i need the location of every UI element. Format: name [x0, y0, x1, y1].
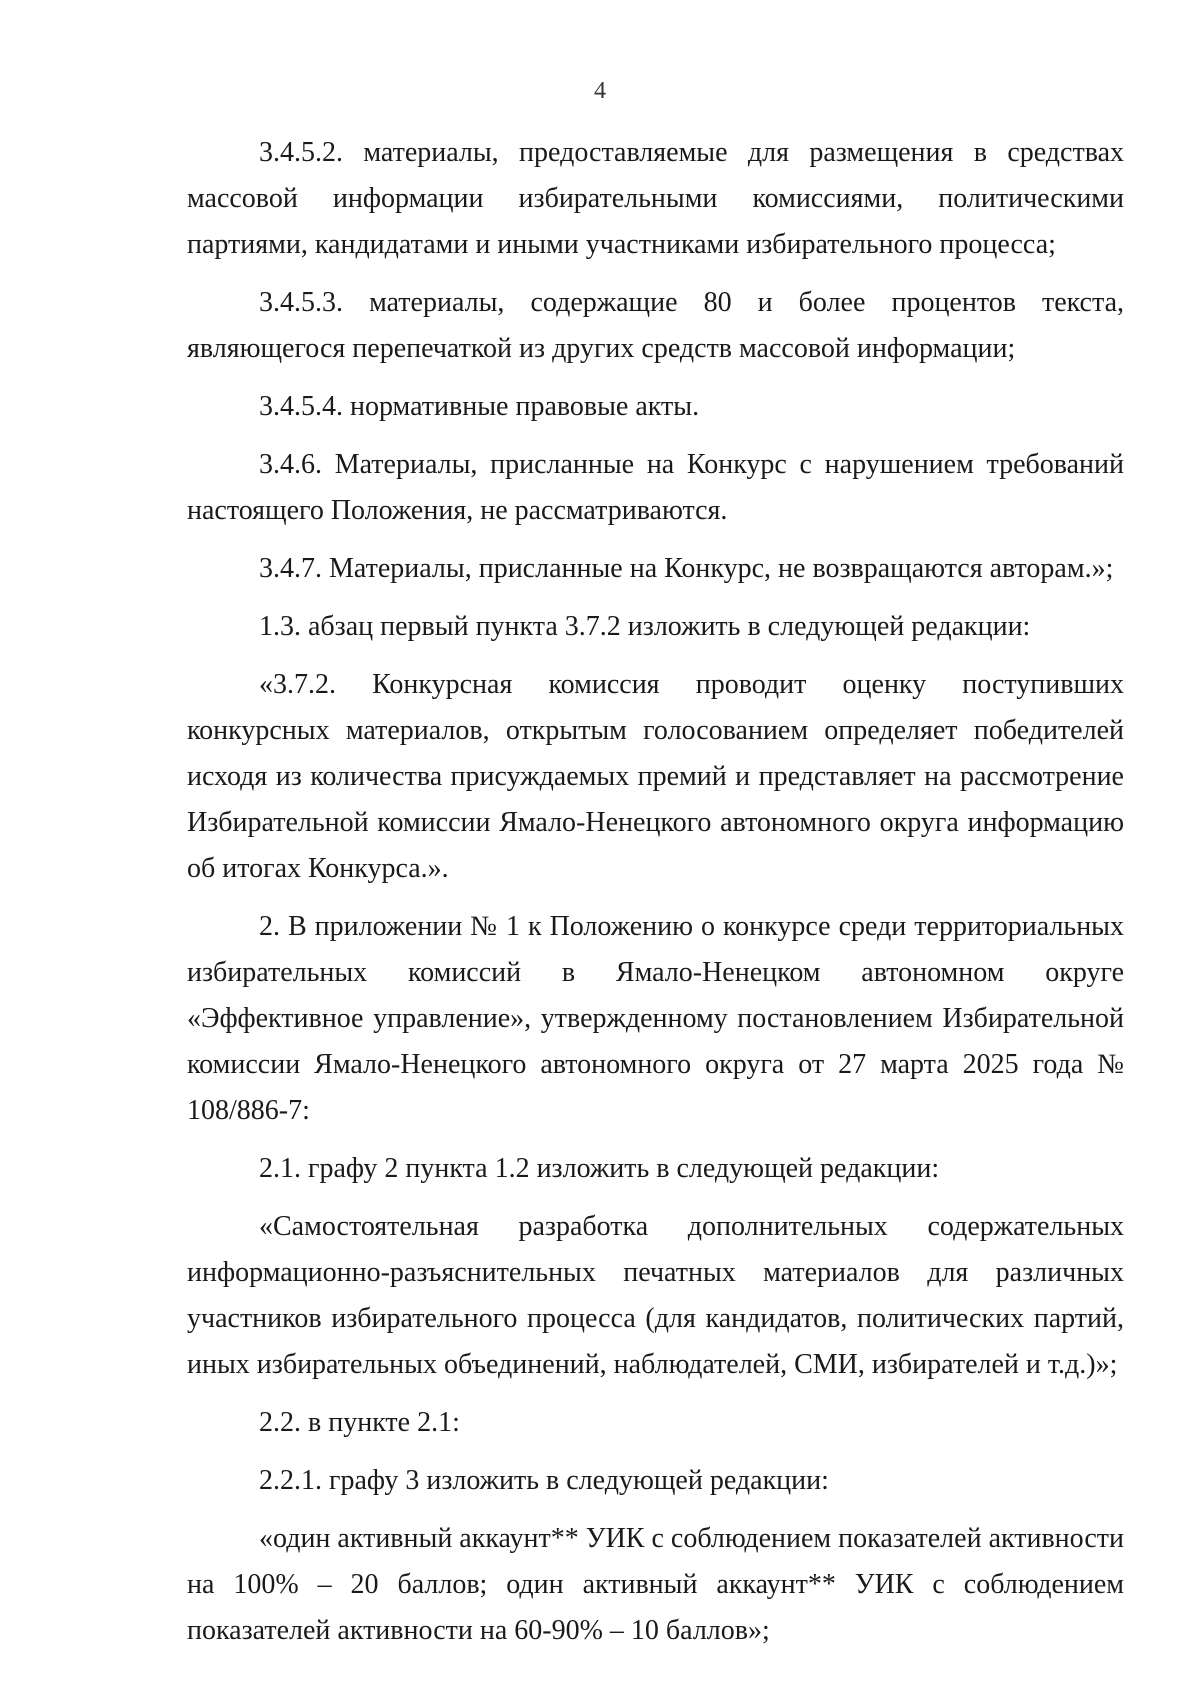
page-number: 4	[594, 78, 606, 104]
paragraph-2-1-quote: «Самостоятельная разработка дополнительных содержательных информационно-разъяснительных печатных материалов для различных участников избирательного процесса (для кандидатов, политических партий, иных избирательных объединений, наблюдателей, СМИ, избирателей и т.д.)»;	[187, 1211, 1124, 1380]
paragraph-3-4-5-2: 3.4.5.2. материалы, предоставляемые для размещения в средствах массовой информации избирательными комиссиями, политическими партиями, кандидатами и иными участниками избирательного процесса;	[187, 137, 1124, 260]
document-body	[187, 130, 1124, 1666]
paragraph-2-2: 2.2. в пункте 2.1:	[259, 1407, 460, 1438]
paragraph-2-appendix: 2. В приложении № 1 к Положению о конкурсе среди территориальных избирательных комиссий в Ямало-Ненецком автономном округе «Эффективное управление», утвержденному постановлением Избирательной комиссии Ямало-Ненецкого автономного округа от 27 марта 2025 года № 108/886-7:	[187, 911, 1124, 1126]
paragraph-2-2-1: 2.2.1. графу 3 изложить в следующей редакции:	[259, 1465, 829, 1496]
paragraph-3-4-5-4: 3.4.5.4. нормативные правовые акты.	[259, 391, 700, 422]
paragraph-3-4-7: 3.4.7. Материалы, присланные на Конкурс, не возвращаются авторам.»;	[259, 553, 1114, 584]
paragraph-2-1: 2.1. графу 2 пункта 1.2 изложить в следующей редакции:	[259, 1153, 940, 1184]
paragraph-3-4-6: 3.4.6. Материалы, присланные на Конкурс с нарушением требований настоящего Положения, не рассматриваются.	[187, 449, 1124, 526]
paragraph-3-4-5-3: 3.4.5.3. материалы, содержащие 80 и более процентов текста, являющегося перепечаткой из других средств массовой информации;	[187, 287, 1124, 364]
paragraph-2-2-1-quote: «один активный аккаунт** УИК с соблюдением показателей активности на 100% – 20 баллов; один активный аккаунт** УИК с соблюдением показателей активности на 60-90% – 10 баллов»;	[187, 1523, 1124, 1646]
paragraph-3-7-2-quote: «3.7.2. Конкурсная комиссия проводит оценку поступивших конкурсных материалов, открытым голосованием определяет победителей исходя из количества присуждаемых премий и представляет на рассмотрение Избирательной комиссии Ямало-Ненецкого автономного округа информацию об итогах Конкурса.».	[187, 669, 1124, 884]
paragraph-1-3: 1.3. абзац первый пункта 3.7.2 изложить в следующей редакции:	[259, 611, 1031, 642]
